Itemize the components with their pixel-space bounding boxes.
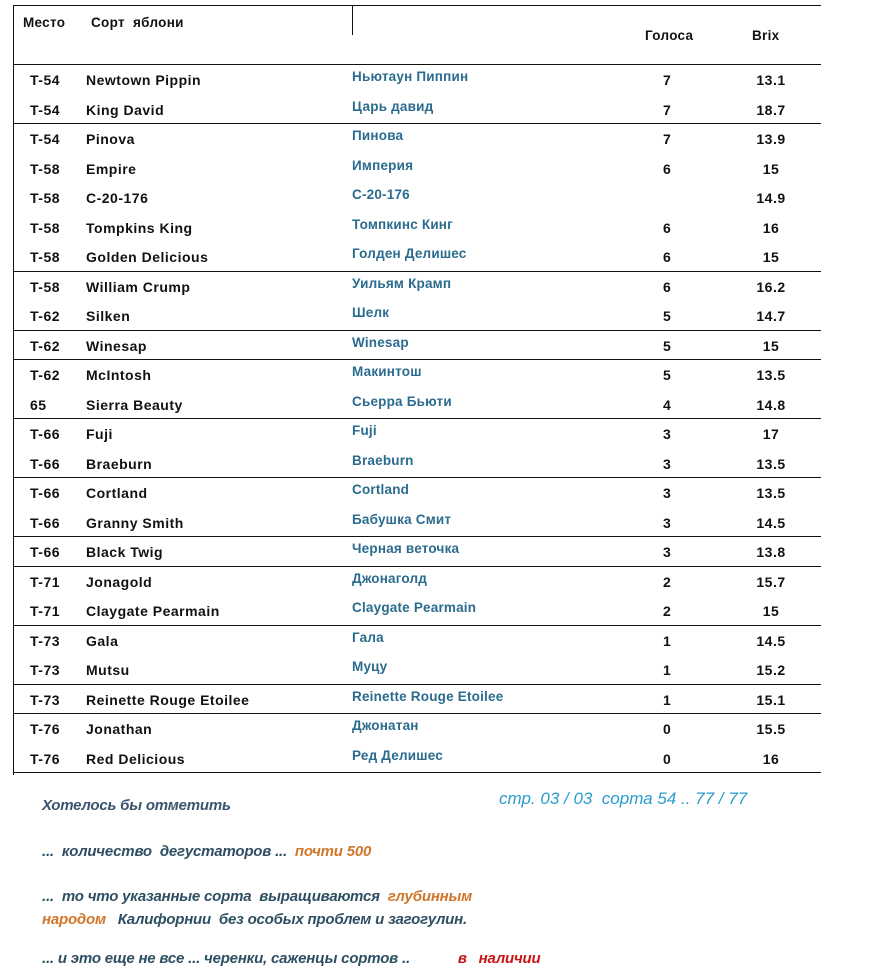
brix-cell: 17 bbox=[762, 426, 780, 442]
place-cell: T-58 bbox=[30, 278, 61, 295]
variety-name-en: Newtown Pippin bbox=[86, 72, 202, 88]
stock-highlight: в наличии bbox=[457, 950, 541, 967]
place-cell: T-66 bbox=[30, 544, 61, 560]
brix-cell: 14.5 bbox=[756, 632, 786, 649]
table-row bbox=[13, 331, 821, 361]
brix-cell: 14.9 bbox=[756, 190, 786, 206]
notes-tasters bbox=[42, 843, 371, 860]
table-row bbox=[13, 360, 821, 390]
variety-name-en: Sierra Beauty bbox=[86, 396, 183, 413]
votes-cell: 1 bbox=[663, 632, 672, 649]
votes-cell: 3 bbox=[663, 544, 672, 560]
votes-cell: 7 bbox=[663, 101, 672, 118]
variety-name-ru: Braeburn bbox=[352, 452, 414, 468]
votes-cell: 1 bbox=[663, 662, 672, 678]
variety-name-en: Cortland bbox=[86, 485, 148, 501]
table-row bbox=[13, 183, 821, 213]
place-cell: T-58 bbox=[30, 249, 61, 265]
variety-name-en: Reinette Rouge Etoilee bbox=[86, 691, 250, 708]
table-row bbox=[13, 567, 821, 597]
place-cell: T-73 bbox=[30, 632, 61, 649]
stock-text: ... и это еще не все ... черенки, саженцы сортов .. bbox=[42, 950, 410, 967]
place-cell: T-66 bbox=[30, 514, 61, 531]
brix-cell: 13.5 bbox=[756, 455, 786, 472]
brix-cell: 14.7 bbox=[756, 308, 786, 324]
votes-cell: 4 bbox=[663, 396, 672, 413]
table-row bbox=[13, 714, 821, 744]
brix-cell: 16 bbox=[762, 219, 780, 236]
votes-cell: 6 bbox=[663, 278, 672, 295]
table-row bbox=[13, 301, 821, 331]
place-cell: T-66 bbox=[30, 485, 61, 501]
place-cell: T-66 bbox=[30, 455, 61, 472]
variety-name-en: Pinova bbox=[86, 131, 135, 147]
variety-name-en: Empire bbox=[86, 160, 137, 177]
table-row bbox=[13, 390, 821, 420]
table-row bbox=[13, 272, 821, 302]
variety-name-ru: Черная веточка bbox=[352, 541, 460, 556]
variety-name-en: Golden Delicious bbox=[86, 249, 209, 265]
place-cell: T-76 bbox=[30, 750, 61, 767]
variety-name-ru: Шелк bbox=[352, 305, 390, 320]
place-cell: T-62 bbox=[30, 308, 61, 324]
variety-name-ru: Бабушка Смит bbox=[352, 511, 452, 527]
variety-name-ru: Fuji bbox=[352, 423, 377, 438]
table-row bbox=[13, 95, 821, 125]
votes-cell: 0 bbox=[663, 721, 672, 737]
brix-cell: 13.5 bbox=[756, 485, 786, 501]
brix-cell: 13.9 bbox=[756, 131, 786, 147]
variety-name-en: Granny Smith bbox=[86, 514, 184, 531]
variety-name-en: Fuji bbox=[86, 426, 113, 442]
votes-cell: 6 bbox=[663, 249, 672, 265]
brix-cell: 15 bbox=[762, 249, 780, 265]
votes-cell: 7 bbox=[663, 72, 672, 88]
variety-name-en: McIntosh bbox=[86, 367, 152, 383]
brix-cell: 16 bbox=[762, 750, 780, 767]
place-cell: T-54 bbox=[30, 72, 61, 88]
place-cell: 65 bbox=[30, 396, 47, 413]
brix-cell: 15.5 bbox=[756, 721, 786, 737]
place-cell: T-54 bbox=[30, 131, 61, 147]
notes-grown-line2 bbox=[42, 911, 467, 928]
variety-name-en: Jonathan bbox=[86, 721, 153, 737]
place-cell: T-76 bbox=[30, 721, 61, 737]
variety-name-en: Black Twig bbox=[86, 544, 164, 560]
table-row bbox=[13, 478, 821, 508]
table-row bbox=[13, 124, 821, 154]
brix-cell: 15 bbox=[762, 160, 780, 177]
table-row bbox=[13, 242, 821, 272]
notes-grown-line1 bbox=[42, 888, 472, 905]
varieties-table bbox=[13, 5, 821, 775]
table-row bbox=[13, 744, 821, 774]
votes-cell: 2 bbox=[663, 603, 672, 619]
variety-name-en: Braeburn bbox=[86, 455, 153, 472]
place-cell: T-58 bbox=[30, 219, 61, 236]
place-cell: T-71 bbox=[30, 573, 61, 590]
place-cell: T-58 bbox=[30, 160, 61, 177]
brix-cell: 15.2 bbox=[756, 662, 786, 678]
variety-name-ru: Царь давид bbox=[352, 98, 434, 114]
header-place: Место bbox=[23, 15, 66, 30]
variety-name-ru: Ньютаун Пиппин bbox=[352, 69, 469, 84]
header-variety: Сорт яблони bbox=[91, 15, 184, 30]
brix-cell: 18.7 bbox=[756, 101, 786, 118]
variety-name-ru: Сьерра Бьюти bbox=[352, 393, 452, 409]
table-row bbox=[13, 596, 821, 626]
table-row bbox=[13, 655, 821, 685]
table-row bbox=[13, 65, 821, 95]
notes-stock bbox=[42, 950, 540, 967]
brix-cell: 14.5 bbox=[756, 514, 786, 531]
votes-cell: 6 bbox=[663, 219, 672, 236]
variety-name-en: William Crump bbox=[86, 278, 191, 295]
votes-cell: 5 bbox=[663, 308, 672, 324]
table-top-border bbox=[13, 5, 821, 6]
variety-name-ru: Томпкинс Кинг bbox=[352, 216, 453, 232]
votes-cell: 5 bbox=[663, 367, 672, 383]
variety-name-ru: Муцу bbox=[352, 659, 388, 674]
variety-name-ru: Джонатан bbox=[352, 718, 419, 733]
votes-cell: 3 bbox=[663, 485, 672, 501]
table-row bbox=[13, 685, 821, 715]
table-row bbox=[13, 154, 821, 184]
place-cell: T-58 bbox=[30, 190, 61, 206]
tasters-text: ... количество дегустаторов ... bbox=[42, 843, 295, 860]
place-cell: T-73 bbox=[30, 662, 61, 678]
table-row bbox=[13, 213, 821, 243]
variety-name-en: Gala bbox=[86, 632, 119, 649]
votes-cell: 5 bbox=[663, 337, 672, 354]
variety-name-ru: Джонаголд bbox=[352, 570, 428, 586]
brix-cell: 15.1 bbox=[756, 691, 786, 708]
place-cell: T-66 bbox=[30, 426, 61, 442]
brix-cell: 16.2 bbox=[756, 278, 786, 295]
page-indicator: стр. 03 / 03 сорта 54 .. 77 / 77 bbox=[499, 789, 748, 808]
table-row bbox=[13, 419, 821, 449]
table-row bbox=[13, 537, 821, 567]
variety-name-en: Jonagold bbox=[86, 573, 153, 590]
votes-cell: 7 bbox=[663, 131, 672, 147]
variety-name-en: Claygate Pearmain bbox=[86, 603, 220, 619]
variety-name-ru: Winesap bbox=[352, 334, 409, 350]
place-cell: T-73 bbox=[30, 691, 61, 708]
notes-intro: Хотелось бы отметить bbox=[42, 797, 231, 814]
votes-cell: 3 bbox=[663, 426, 672, 442]
table-row bbox=[13, 508, 821, 538]
variety-name-ru: С-20-176 bbox=[352, 187, 410, 202]
table-row bbox=[13, 626, 821, 656]
brix-cell: 15 bbox=[762, 603, 780, 619]
header-brix: Brix bbox=[752, 28, 780, 43]
votes-cell: 1 bbox=[663, 691, 672, 708]
votes-cell: 0 bbox=[663, 750, 672, 767]
header-divider bbox=[352, 5, 353, 35]
table-body bbox=[13, 65, 821, 773]
variety-name-ru: Голден Делишес bbox=[352, 246, 467, 261]
tasters-highlight: почти 500 bbox=[294, 843, 372, 860]
grown-highlight-1: глубинным bbox=[387, 888, 473, 905]
variety-name-ru: Империя bbox=[352, 157, 414, 173]
variety-name-ru: Пинова bbox=[352, 128, 404, 143]
grown-text: ... то что указанные сорта выращиваются bbox=[42, 888, 388, 905]
brix-cell: 15 bbox=[762, 337, 780, 354]
variety-name-en: Tompkins King bbox=[86, 219, 193, 236]
variety-name-en: Red Delicious bbox=[86, 750, 186, 767]
variety-name-ru: Ред Делишес bbox=[352, 747, 443, 763]
variety-name-en: Silken bbox=[86, 308, 131, 324]
variety-name-en: Mutsu bbox=[86, 662, 130, 678]
variety-name-ru: Уильям Крамп bbox=[352, 275, 452, 291]
variety-name-en: King David bbox=[86, 101, 165, 118]
variety-name-ru: Cortland bbox=[352, 482, 410, 497]
place-cell: T-62 bbox=[30, 337, 61, 354]
place-cell: T-71 bbox=[30, 603, 61, 619]
votes-cell: 6 bbox=[663, 160, 672, 177]
brix-cell: 13.5 bbox=[756, 367, 786, 383]
variety-name-ru: Claygate Pearmain bbox=[352, 600, 477, 615]
votes-cell: 3 bbox=[663, 455, 672, 472]
brix-cell: 14.8 bbox=[756, 396, 786, 413]
votes-cell: 3 bbox=[663, 514, 672, 531]
variety-name-ru: Гала bbox=[352, 629, 384, 645]
variety-name-en: Winesap bbox=[86, 337, 147, 354]
variety-name-ru: Макинтош bbox=[352, 364, 422, 379]
votes-cell: 2 bbox=[663, 573, 672, 590]
variety-name-ru: Reinette Rouge Etoilee bbox=[352, 688, 504, 704]
header-votes: Голоса bbox=[645, 28, 694, 43]
place-cell: T-62 bbox=[30, 367, 61, 383]
grown-highlight-2: народом bbox=[42, 911, 106, 928]
brix-cell: 13.8 bbox=[756, 544, 786, 560]
grown-suffix: Калифорнии без особых проблем и загогулин. bbox=[105, 911, 467, 928]
variety-name-en: C-20-176 bbox=[86, 190, 149, 206]
brix-cell: 15.7 bbox=[756, 573, 786, 590]
brix-cell: 13.1 bbox=[756, 72, 786, 88]
place-cell: T-54 bbox=[30, 101, 61, 118]
table-row bbox=[13, 449, 821, 479]
